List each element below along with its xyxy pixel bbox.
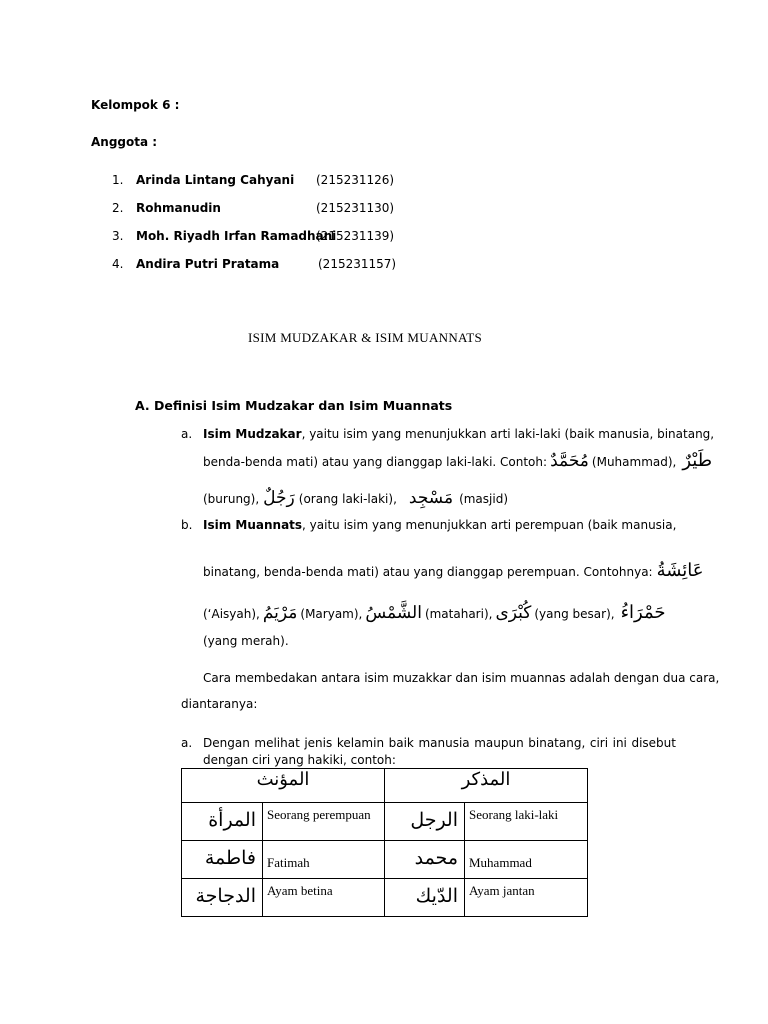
arabic-feminine: فاطمة — [182, 841, 263, 879]
members-label: Anggota : — [91, 135, 158, 149]
arabic-word: مُحَمَّدٌ — [550, 451, 589, 471]
item-a-line-1-text: , yaitu isim yang menunjukkan arti laki-laki (baik manusia, binatang, — [301, 427, 715, 441]
list-a-word: disebut — [631, 736, 676, 750]
gender-table — [181, 768, 588, 917]
arabic-word: الشَّمْسُ — [365, 603, 422, 623]
item-b-line-4: (yang merah). — [203, 634, 289, 648]
item-a-line-2-mid: (Muhammad), — [591, 455, 677, 469]
list-a-marker: a. — [181, 736, 193, 750]
arabic-masculine: الرجل — [385, 803, 465, 841]
arabic-word: مَسْجِد — [408, 488, 454, 508]
meaning-masculine: Muhammad — [465, 841, 588, 879]
list-a-line-2: dengan ciri yang hakiki, contoh: — [203, 753, 396, 767]
member-number: 3. — [112, 229, 124, 243]
member-name: Arinda Lintang Cahyani — [136, 173, 295, 187]
header-mudzakar: المذكر — [385, 769, 588, 803]
list-a-word: melihat — [254, 736, 300, 750]
item-b-line-2 — [203, 560, 704, 581]
group-title: Kelompok 6 : — [91, 98, 180, 112]
arabic-word: طَيْرٌ — [682, 450, 713, 471]
member-id: (215231157) — [318, 257, 397, 271]
item-b-line-1 — [203, 518, 676, 532]
list-a-word: Dengan — [203, 736, 250, 750]
member-id: (215231126) — [316, 173, 395, 187]
item-b-line-3-c: (matahari), — [424, 607, 493, 621]
item-a-marker: a. — [181, 427, 193, 441]
meaning-feminine: Fatimah — [263, 841, 385, 879]
member-id: (215231139) — [316, 229, 395, 243]
arabic-word: عَائِشَةُ — [656, 560, 704, 581]
item-b-line-3-a: (‘Aisyah), — [203, 607, 260, 621]
table-row — [182, 803, 588, 841]
item-a-term: Isim Mudzakar — [203, 427, 302, 441]
item-a-line-3-a: (burung), — [203, 492, 260, 506]
table-row — [182, 841, 588, 879]
item-b-line-2-text: binatang, benda-benda mati) atau yang dianggap perempuan. Contohnya: — [203, 565, 653, 579]
member-number: 4. — [112, 257, 124, 271]
list-a-word: manusia — [418, 736, 470, 750]
item-a-line-2 — [203, 450, 712, 471]
list-a-word: ini — [612, 736, 627, 750]
paragraph-line-2: diantaranya: — [181, 697, 258, 711]
arabic-word: حَمْرَاءُ — [620, 602, 666, 623]
meaning-feminine: Seorang perempuan — [263, 803, 385, 841]
item-a-line-1 — [203, 427, 714, 441]
member-name: Moh. Riyadh Irfan Ramadhani — [136, 229, 337, 243]
meaning-masculine: Seorang laki-laki — [465, 803, 588, 841]
list-a-word: jenis — [304, 736, 333, 750]
item-a-line-3 — [203, 488, 508, 508]
header-muannats: المؤنث — [182, 769, 385, 803]
item-b-term: Isim Muannats — [203, 518, 303, 532]
meaning-masculine: Ayam jantan — [465, 879, 588, 917]
paragraph-line-1: Cara membedakan antara isim muzakkar dan isim muannas adalah dengan dua cara, — [203, 671, 720, 685]
table-row — [182, 879, 588, 917]
list-a-word: maupun — [474, 736, 524, 750]
list-a-line-1 — [203, 736, 676, 750]
meaning-feminine: Ayam betina — [263, 879, 385, 917]
member-name: Andira Putri Pratama — [136, 257, 280, 271]
arabic-feminine: الدجاجة — [182, 879, 263, 917]
arabic-word: مَرْيَمُ — [262, 603, 298, 623]
list-a-word: binatang, — [528, 736, 586, 750]
table-header-row — [182, 769, 588, 803]
member-name: Rohmanudin — [136, 201, 221, 215]
section-heading: A. Definisi Isim Mudzakar dan Isim Muannats — [135, 398, 453, 413]
arabic-masculine: الدّيك — [385, 879, 465, 917]
item-b-line-3 — [203, 602, 666, 623]
arabic-feminine: المرأة — [182, 803, 263, 841]
member-id: (215231130) — [316, 201, 395, 215]
item-b-line-3-b: (Maryam), — [300, 607, 363, 621]
item-a-line-3-b: (orang laki-laki), — [298, 492, 397, 506]
item-b-line-3-d: (yang besar), — [534, 607, 615, 621]
document-title: ISIM MUDZAKAR & ISIM MUANNATS — [248, 330, 483, 345]
item-a-line-3-c: (masjid) — [459, 492, 509, 506]
arabic-masculine: محمد — [385, 841, 465, 879]
item-b-marker: b. — [181, 518, 193, 532]
item-b-line-1-text: , yaitu isim yang menunjukkan arti perempuan (baik manusia, — [302, 518, 677, 532]
member-number: 1. — [112, 173, 124, 187]
list-a-word: baik — [388, 736, 414, 750]
item-a-line-2-text: benda-benda mati) atau yang dianggap laki-laki. Contoh: — [203, 455, 548, 469]
member-number: 2. — [112, 201, 124, 215]
list-a-word: ciri — [589, 736, 609, 750]
arabic-word: رَجُلٌ — [263, 488, 295, 508]
list-a-word: kelamin — [336, 736, 385, 750]
arabic-word: كُبْرَى — [495, 603, 532, 623]
